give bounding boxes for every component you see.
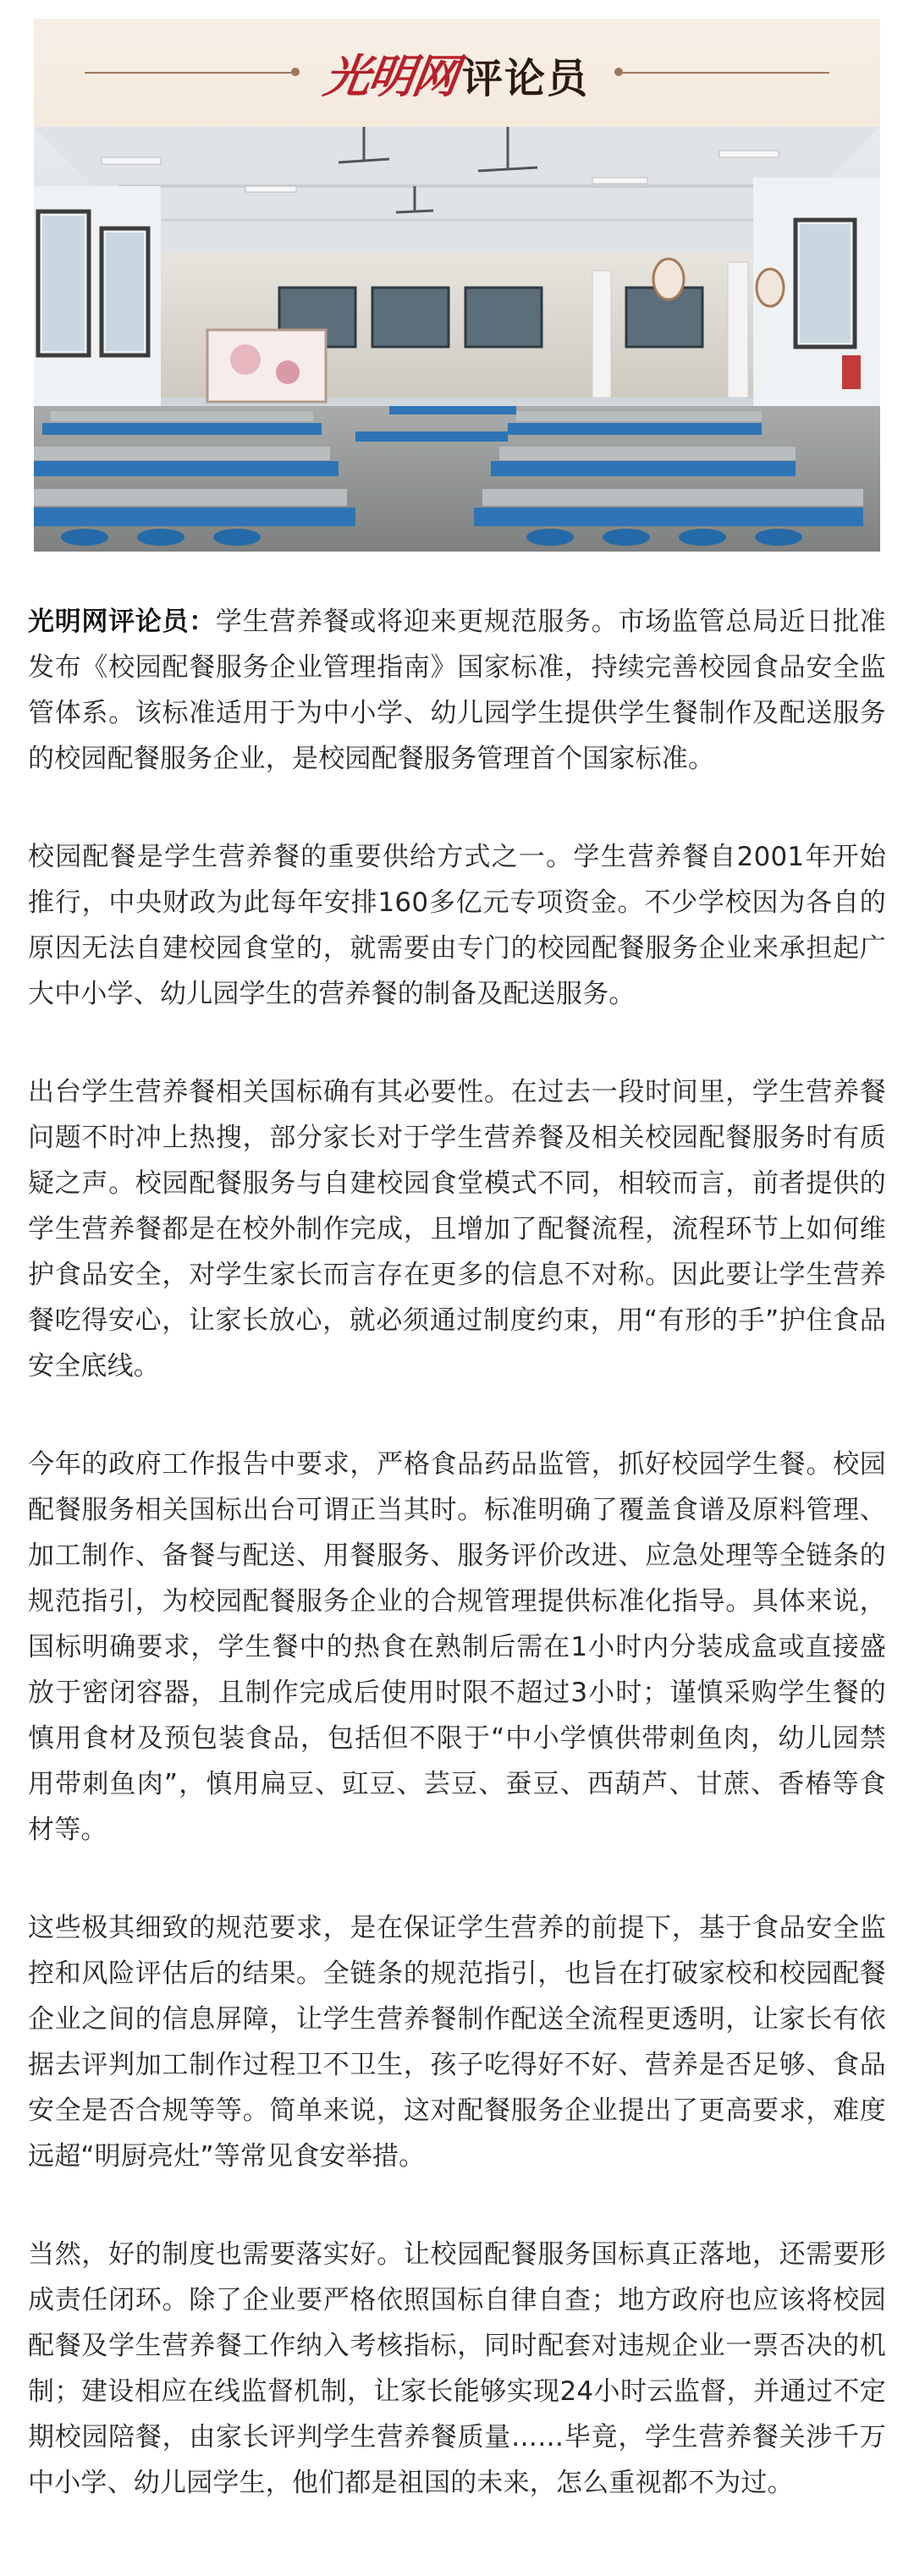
paragraph-text: 出台学生营养餐相关国标确有其必要性。在过去一段时间里，学生营养餐问题不时冲上热搜，部分家长对于学生营养餐及相关校园配餐服务时有质疑之声。校园配餐服务与自建校园食堂模式不同，相较而言，前者提供的学生营养餐都是在校外制作完成，且增加了配餐流程，流程环节上如何维护食品安全，对学生家长而言存在更多的信息不对称。因此要让学生营养餐吃得安心，让家长放心，就必须通过制度约束，用“有形的手”护住食品安全底线。 (28, 1077, 886, 1381)
article-paragraph-1 (28, 599, 886, 782)
paragraph-text: 这些极其细致的规范要求，是在保证学生营养的前提下，基于食品安全监控和风险评估后的结果。全链条的规范指引，也旨在打破家校和校园配餐企业之间的信息屏障，让学生营养餐制作配送全流程更透明，让家长有依据去评判加工制作过程卫不卫生，孩子吃得好不好、营养是否足够、食品安全是否合规等等。简单来说，这对配餐服务企业提出了更高要求，难度远超“明厨亮灶”等常见食安举措。 (28, 1913, 886, 2172)
article-paragraph-2 (28, 834, 886, 1017)
article-paragraph-3 (28, 1069, 886, 1389)
header-banner (34, 19, 880, 127)
paragraph-text: 当然，好的制度也需要落实好。让校园配餐服务国标真正落地，还需要形成责任闭环。除了企业要严格依照国标自律自查；地方政府也应该将校园配餐及学生营养餐工作纳入考核指标，同时配套对违规企业一票否决的机制；建设相应在线监督机制，让家长能够实现24小时云监督，并通过不定期校园陪餐，由家长评判学生营养餐质量……毕竟，学生营养餐关涉千万中小学、幼儿园学生，他们都是祖国的未来，怎么重视都不为过。 (28, 2239, 886, 2498)
banner-subtitle: 评论员 (461, 54, 589, 102)
paragraph-text: 今年的政府工作报告中要求，严格食品药品监管，抓好校园学生餐。校园配餐服务相关国标出台可谓正当其时。标准明确了覆盖食谱及原料管理、加工制作、备餐与配送、用餐服务、服务评价改进、应急处理等全链条的规范指引，为校园配餐服务企业的合规管理提供标准化指导。具体来说，国标明确要求，学生餐中的热食在熟制后需在1小时内分装成盒或直接盛放于密闭容器，且制作完成后使用时限不超过3小时；谨慎采购学生餐的慎用食材及预包装食品，包括但不限于“中小学慎供带刺鱼肉，幼儿园禁用带刺鱼肉”，慎用扁豆、豇豆、芸豆、蚕豆、西葫芦、甘蔗、香椿等食材等。 (28, 1449, 886, 1845)
banner-divider-right (618, 72, 829, 74)
banner-divider-left (85, 72, 296, 74)
article-paragraph-4 (28, 1442, 886, 1853)
paragraph-text: 学生营养餐或将迎来更规范服务。市场监管总局近日批准发布《校园配餐服务企业管理指南》国家标准，持续完善校园食品安全监管体系。该标准适用于为中小学、幼儿园学生提供学生餐制作及配送服务的校园配餐服务企业，是校园配餐服务管理首个国家标准。 (28, 607, 886, 774)
article-body (28, 599, 886, 2558)
article-paragraph-6 (28, 2232, 886, 2506)
school-canteen-photo-icon (34, 127, 880, 552)
banner-title (320, 41, 589, 106)
author-lead: 光明网评论员： (28, 607, 216, 637)
paragraph-text: 校园配餐是学生营养餐的重要供给方式之一。学生营养餐自2001年开始推行，中央财政为此每年安排160多亿元专项资金。不少学校因为各自的原因无法自建校园食堂的，就需要由专门的校园配餐服务企业来承担起广大中小学、幼儿园学生的营养餐的制备及配送服务。 (28, 842, 886, 1009)
article-paragraph-5 (28, 1905, 886, 2179)
gmw-logo: 光明网 (320, 48, 460, 103)
canteen-photo (34, 127, 880, 552)
